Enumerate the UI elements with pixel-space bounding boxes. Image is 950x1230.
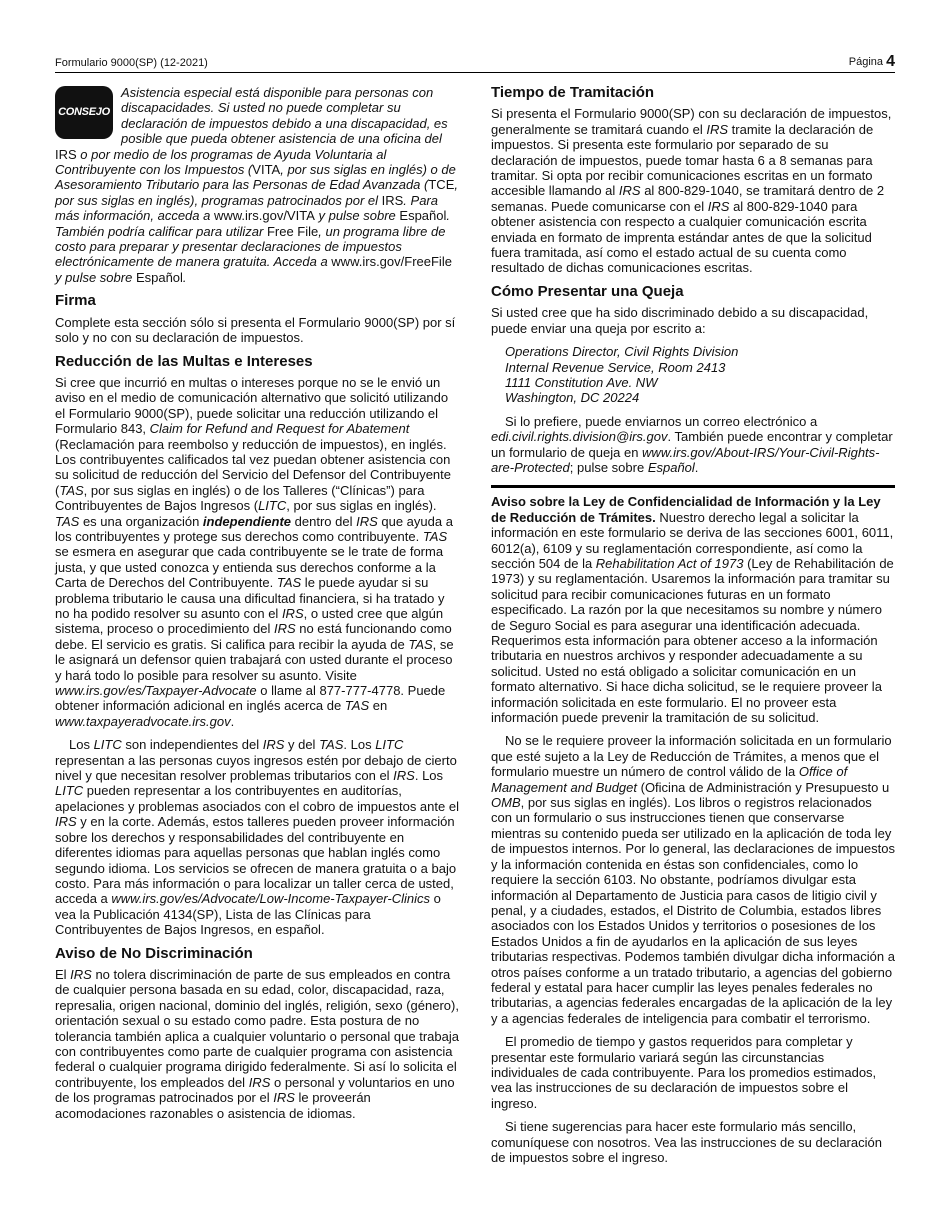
text-run: TAS	[408, 636, 433, 652]
address-line: 1111 Constitution Ave. NW	[505, 374, 658, 390]
text-run: Los	[69, 737, 94, 753]
reduccion-paragraph	[55, 375, 459, 729]
tip-text: , por sus siglas en inglés) o de Asesoramiento Tributario para las Personas de Edad Avanzada (	[55, 162, 456, 193]
text-run: en	[369, 698, 388, 714]
text-run: IRS	[273, 1090, 295, 1106]
text-run: TAS	[276, 575, 302, 591]
text-run: IRS	[248, 1074, 271, 1090]
tip-text: IRS	[381, 192, 404, 208]
text-run: (Oficina de Administración y Presupuesto u	[637, 779, 890, 795]
paperwork-paragraph	[491, 733, 895, 1026]
tip-text: IRS	[55, 146, 77, 162]
text-run: , o usted cree que algún sistema, proceso o procedimiento del	[55, 606, 444, 637]
address-line: Operations Director, Civil Rights Division	[505, 344, 739, 360]
text-run: IRS	[273, 621, 296, 637]
tip-text: , por sus siglas en inglés), programas patrocinados por el	[55, 177, 458, 208]
tip-text: y pulse sobre	[55, 269, 136, 285]
text-run: pueden representar a los contribuyentes en auditorías, apelaciones y problemas asociados con el cobro de impuestos ante el	[55, 783, 459, 814]
aviso-paragraph	[55, 967, 459, 1121]
text-run: o personal y voluntarios en uno de los programas patrocinados por el	[55, 1074, 455, 1106]
text-run: Si presenta el Formulario 9000(SP) con su declaración de impuestos, generalmente se tramitará cuando el	[491, 106, 892, 137]
text-run: y en la corte. Además, estos talleres pueden proveer información sobre los derechos y responsabilidades del contribuyente en diferentes idiomas para aquellas personas que hablan inglés como segundo idioma. Los servicios se ofrecen de manera gratuita o a bajo costo. Para más información o para localizar un taller cerca de usted, acceda a	[55, 814, 457, 907]
civil-rights-link[interactable]: www.irs.gov/About-IRS/Your-Civil-Rights-are-Protected	[491, 444, 880, 475]
text-run: (Ley de Rehabilitación de 1973) y su reglamentación. Usaremos la información para tramitar su solicitud para recibir comunicaciones futuras en un formato especificado. La razón por la que necesitamos su nombre y número de Seguro Social es para asegurar una identificación adecuada. Requerimos esta información para obtener acceso a la información tributaria en nuestros archivos y responder adecuadamente a su solicitud. Usted no está obligado a solicitar comunicación en un formato alternativo. Si hace dicha solicitud, se le requiere proveer la información solicitada en este formulario. El no proveer esta información puede prevenir la tramitación de su solicitud.	[491, 555, 894, 726]
text-run: al 800-829-1040 para obtener asistencia con respecto a cualquier comunicación escrita enviada en formato de imprenta estándar antes de que la solicitud fuera tramitada, así como el estado actual de su cuenta como resultado de dichas comunicaciones escritas.	[491, 198, 872, 276]
text-run: , por sus siglas en inglés).	[286, 498, 437, 514]
text-run: independiente	[202, 513, 292, 529]
text-run: y del	[284, 737, 320, 753]
tip-text: Asistencia especial está disponible para personas con discapacidades. Si usted no puede completar su declaración de impuestos debido a una discapacidad, es posible que pueda obtener asistencia de una oficina del	[121, 85, 448, 147]
text-run: IRS	[393, 768, 415, 784]
tiempo-heading: Tiempo de Tramitación	[491, 84, 655, 101]
tip-text: .	[182, 269, 187, 285]
privacy-title: Aviso sobre la Ley de Confidencialidad de Información y la Ley de Reducción de Trámites.	[491, 494, 881, 525]
email-link[interactable]: edi.civil.rights.division@irs.gov	[491, 429, 668, 445]
section-divider	[491, 485, 895, 488]
page-number: 4	[886, 53, 895, 70]
sugerencias-paragraph: Si tiene sugerencias para hacer este formulario más sencillo, comuníquese con nosotros. Vea las instrucciones de su declaración de impuestos sobre el ingreso.	[491, 1119, 882, 1165]
text-run: dentro del	[291, 513, 357, 529]
text-run: IRS	[262, 737, 285, 753]
taxpayeradvocate-link[interactable]: www.taxpayeradvocate.irs.gov	[55, 713, 231, 729]
tip-text: . También podría calificar para utilizar	[55, 208, 451, 239]
freefile-link[interactable]: www.irs.gov/FreeFile	[331, 254, 452, 270]
text-run: LITC	[258, 498, 287, 514]
tiempo-paragraph	[491, 106, 895, 275]
vita-link[interactable]: www.irs.gov/VITA	[213, 208, 315, 224]
left-column	[55, 85, 459, 1129]
text-run: TAS	[319, 737, 344, 753]
tip-badge-label: CONSEJO	[58, 105, 110, 118]
text-run: TAS	[59, 482, 84, 498]
tip-text: , un programa libre de costo para preparar y presentar declaraciones de impuestos electrónicamente de manera gratuita. Acceda a	[55, 223, 446, 270]
text-run: IRS	[618, 183, 641, 199]
firma-text: Complete esta sección sólo si presenta el Formulario 9000(SP) por sí solo y no con su declaración de impuestos.	[55, 314, 456, 346]
text-run: no tolera discriminación de parte de sus empleados en contra de cualquier persona basada en su edad, color, discapacidad, raza, represalia, origen nacional, dominio del inglés, religión, sexo (género), orientación sexual o su estado como padre. Esta postura de no tolerancia también aplica a cualquier voluntario o personal que trabaja con contribuyentes como parte de cualquier programa con asistencia federal o cualquier programa dirigido federalmente. Si así lo solicita el contribuyente, los empleados del	[55, 966, 459, 1090]
text-run: o vea la Publicación 4134(SP), Lista de las Clínicas para Contribuyentes de Bajos Ingresos, en español.	[55, 891, 441, 938]
form-id: Formulario 9000(SP) (12-2021)	[55, 57, 208, 69]
text-run: IRS	[55, 814, 77, 830]
text-run: no está funcionando como debe. El servicio es gratis. Si califica para recibir la ayuda de	[55, 621, 452, 652]
address-line: Washington, DC 20224	[505, 390, 640, 406]
text-run: le proveerán acomodaciones razonables o asistencia de idiomas.	[55, 1090, 371, 1121]
text-run: . Los	[414, 768, 444, 784]
text-run: IRS	[281, 606, 304, 621]
text-run: que ayuda a los contribuyentes y protege sus derechos como contribuyente.	[55, 513, 453, 544]
right-column	[491, 85, 895, 1173]
text-run: Rehabilitation Act of 1973	[595, 555, 744, 571]
text-run: TAS	[422, 528, 448, 544]
firma-heading: Firma	[55, 292, 96, 310]
page-number-label	[849, 53, 895, 71]
litc-paragraph	[55, 737, 459, 937]
reduccion-heading: Reducción de las Multas e Intereses	[55, 352, 313, 370]
promedio-paragraph: El promedio de tiempo y gastos requeridos para completar y presentar este formulario variará según las circunstancias individuales de cada contribuyente. Para los promedios estimados, vea las instrucciones de su declaración de impuestos sobre el ingreso.	[491, 1034, 877, 1111]
text-run: son independientes del	[121, 737, 263, 753]
text-run: (Reclamación para reembolso y reducción de impuestos), en inglés. Los contribuyentes calificados tal vez puedan obtener asistencia con su solicitud de reducción del Servicio del Defensor del Contribuyente (	[55, 436, 451, 498]
queja-intro: Si usted cree que ha sido discriminado debido a su discapacidad, puede enviar una queja por escrito a:	[491, 305, 869, 336]
text-run: . Los	[343, 737, 376, 753]
text-run: Español	[647, 459, 695, 475]
text-run: LITC	[55, 783, 84, 799]
text-run: IRS	[707, 198, 730, 214]
address-line: Internal Revenue Service, Room 2413	[505, 359, 726, 375]
privacy-paragraph	[491, 494, 895, 725]
text-run: IRS	[70, 966, 92, 982]
tip-text: . Para más información, acceda a	[55, 192, 438, 224]
text-run: , por sus siglas en inglés). Los libros o registros relacionados con un formulario o sus instrucciones tienen que conservarse mientras su contenido pueda ser utilizado en la aplicación de toda ley de impuestos internos. Por lo general, las declaraciones de impuestos y la información contenida en éstas son confidenciales, como lo requiere la sección 6103. No obstante, podríamos divulgar esta información al Departamento de Justicia para casos de litigio civil y penal, y a ciudades, estados, el Distrito de Columbia, estados libres asociados con los Estados Unidos y territorios o posesiones de los Estados Unidos a fin de ayudarlos en la aplicación de sus leyes tributarias respectivas. Podemos también divulgar dicha información a otros países conforme a un tratado tributario, a agencias del gobierno federal y estatal para hacer cumplir las leyes penales federales no tributarias, a agencias federales encargadas de la aplicación de la ley y a agencias federales de inteligencia para combatir el terrorismo.	[491, 795, 895, 1026]
text-run: OMB	[491, 795, 521, 811]
text-run: al 800-829-1040, se tramitará dentro de 2 semanas. Puede comunicarse con el	[491, 183, 885, 214]
tip-badge-icon	[55, 86, 113, 139]
text-run: , por sus siglas en inglés) o de los Talleres (“Clínicas”) para Contribuyentes de Bajos Ingresos (	[55, 482, 425, 514]
tip-text: o por medio de los programas de Ayuda Voluntaria al Contribuyente con los Impuestos (	[55, 146, 387, 178]
tip-text: VITA	[252, 162, 281, 178]
text-run: TAS	[55, 513, 80, 529]
text-run: TAS	[344, 698, 370, 714]
aviso-heading: Aviso de No Discriminación	[55, 944, 253, 962]
text-run: ; pulse sobre	[569, 459, 648, 475]
page-header	[55, 55, 895, 73]
tip-text: Free File	[266, 223, 319, 239]
text-run: le puede ayudar si su problema tributario le causa una dificultad financiera, si ha tratado y no ha podido resolver su asunto con el	[55, 575, 445, 621]
text-run: El	[55, 966, 71, 982]
text-run: IRS	[356, 513, 378, 529]
queja-heading: Cómo Presentar una Queja	[491, 282, 684, 300]
text-run: es una organización	[79, 513, 203, 529]
text-run: .	[694, 459, 699, 475]
text-run: .	[230, 713, 235, 729]
tip-text: Español	[135, 269, 183, 285]
tip-text: y pulse sobre	[314, 208, 400, 224]
text-run: se esmera en asegurar que cada contribuyente se le trate de forma justa, y que usted conozca y entienda sus derechos conforme a la Carta de Derechos del Contribuyente.	[55, 544, 444, 591]
mailing-address	[505, 344, 895, 406]
taxpayer-advocate-link[interactable]: www.irs.gov/es/Taxpayer-Advocate	[55, 683, 257, 699]
tip-text: TCE	[428, 177, 455, 193]
text-run: Claim for Refund and Request for Abatement	[149, 421, 410, 437]
text-run: Office of Management and Budget	[491, 764, 848, 795]
text-run: tramite la declaración de impuestos. Si presenta este formulario por separado de su declaración de impuestos, puede tomar hasta 6 a 8 semanas para tramitar. Si opta por recibir comunicaciones escritas en un formato accesible llamando al	[491, 121, 874, 199]
text-run: IRS	[706, 121, 729, 137]
text-run: Si cree que incurrió en multas o intereses porque no se le envió un aviso en el medio de comunicación alternativo que solicitó utilizando el Formulario 9000(SP), puede solicitar una reducción utilizando el Formulario 843,	[55, 374, 449, 437]
litc-link[interactable]: www.irs.gov/es/Advocate/Low-Income-Taxpayer-Clinics	[111, 891, 431, 907]
text-run: LITC	[93, 737, 122, 753]
text-run: o llame al 877-777-4778. Puede obtener información adicional en inglés acerca de	[55, 683, 446, 714]
text-run: representan a las personas cuyos ingresos estén por debajo de cierto nivel y que necesitan resolver problemas tributarios con el	[55, 752, 457, 784]
text-run: Si lo prefiere, puede enviarnos un correo electrónico a	[505, 413, 818, 429]
text-run: No se le requiere proveer la información solicitada en un formulario que esté sujeto a la Ley de Reducción de Trámites, a menos que el formulario muestre un número de control válido de la	[491, 733, 892, 780]
text-run: . También puede encontrar y completar un formulario de queja en	[491, 429, 893, 460]
page-label: Página	[848, 56, 884, 68]
tip-paragraph	[55, 85, 459, 285]
text-run: Nuestro derecho legal a solicitar la información en este formulario se deriva de las secciones 6001, 6011, 6012(a), 6109 y su reglamentación correspondiente, así como la sección 504 de la	[491, 509, 894, 571]
text-run: LITC	[375, 737, 404, 753]
email-paragraph	[491, 414, 895, 476]
text-run: , se le asignará un defensor quien trabajará con usted durante el proceso y hará todo lo posible para resolver su asunto. Visite	[55, 636, 454, 683]
tip-text: Español	[399, 208, 447, 224]
